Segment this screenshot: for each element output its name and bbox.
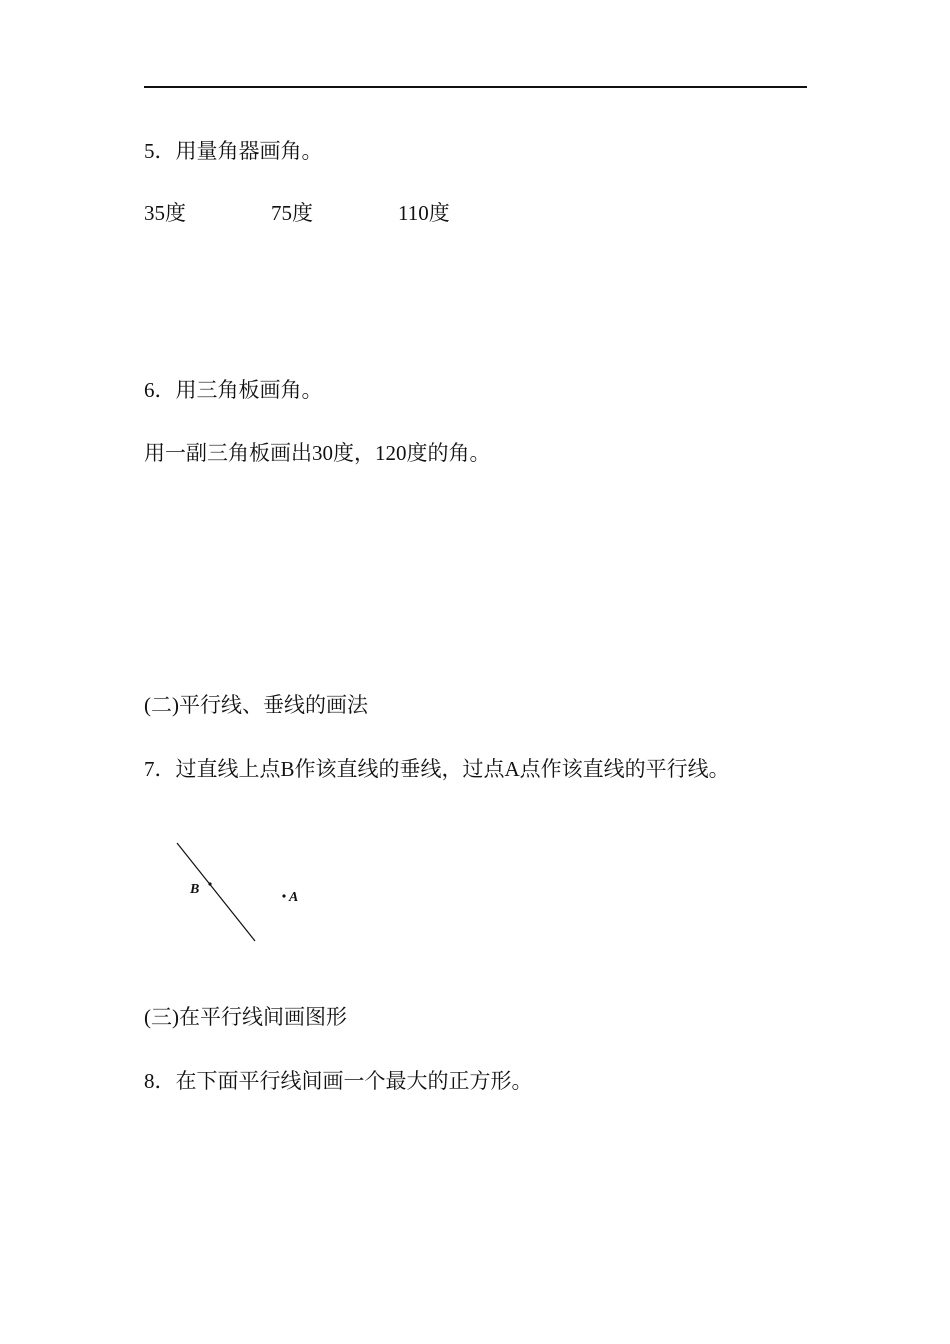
q5-title: 5．用量角器画角。 xyxy=(144,139,323,163)
label-b: B xyxy=(190,882,200,897)
point-a xyxy=(282,894,285,897)
point-b xyxy=(208,882,211,885)
angle-35: 35度 xyxy=(144,201,186,225)
q8-title: 8．在下面平行线间画一个最大的正方形。 xyxy=(144,1069,533,1093)
q7-title: 7．过直线上点B作该直线的垂线，过点A点作该直线的平行线。 xyxy=(144,757,730,781)
section3-title: (三)在平行线间画图形 xyxy=(144,1005,347,1029)
q6-title: 6．用三角板画角。 xyxy=(144,378,323,402)
q7-figure xyxy=(165,835,325,955)
top-rule xyxy=(144,86,807,88)
angle-110: 110度 xyxy=(398,201,450,225)
q6-instruction: 用一副三角板画出30度，120度的角。 xyxy=(144,441,491,465)
label-a: A xyxy=(289,890,299,905)
angle-75: 75度 xyxy=(271,201,313,225)
section2-title: (二)平行线、垂线的画法 xyxy=(144,693,368,717)
q7-line xyxy=(177,843,255,941)
